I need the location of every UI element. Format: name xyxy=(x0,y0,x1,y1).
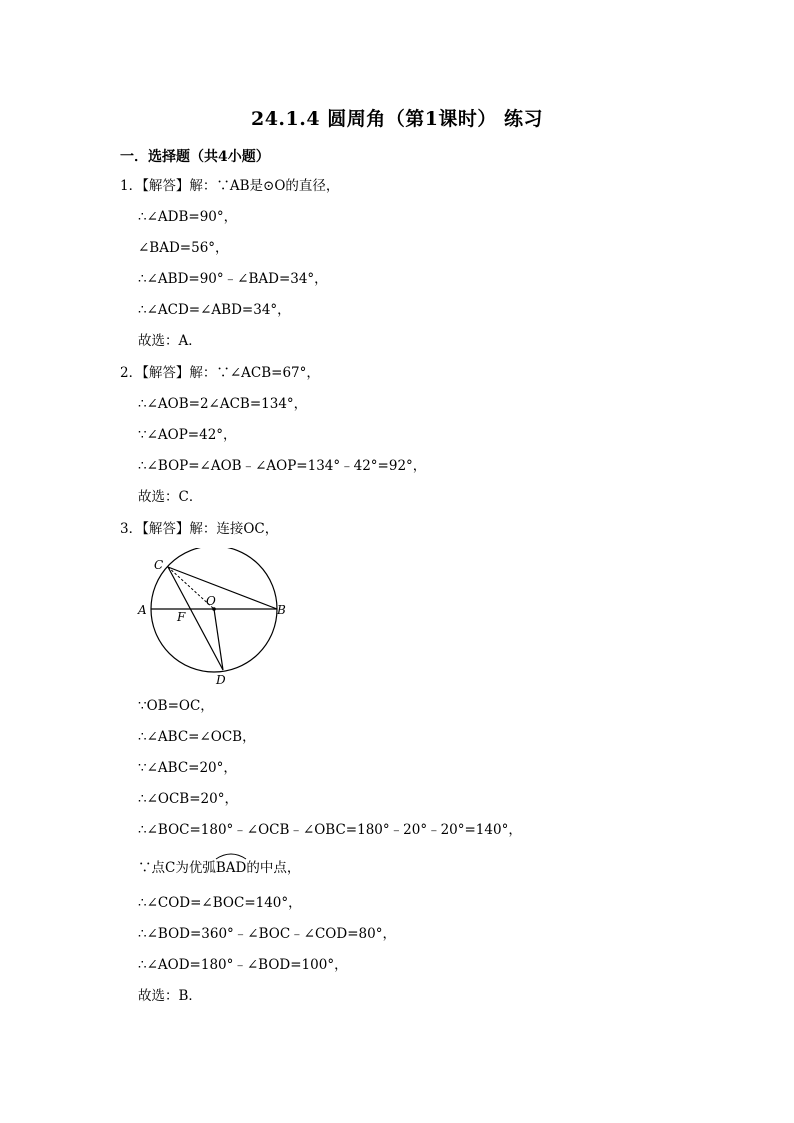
page-title: 24.1.4 圆周角（第1课时） 练习 xyxy=(250,108,544,130)
label-f: F xyxy=(177,610,186,624)
q1-line-4: ∴∠ABD=90°﹣∠BAD=34°， xyxy=(138,271,328,287)
q3-line-8: ∴∠BOD=360°﹣∠BOC﹣∠COD=80°， xyxy=(138,926,396,942)
q3-line-6: ∴∠BOC=180°﹣∠OCB﹣∠OBC=180°﹣20°﹣20°=140°， xyxy=(138,822,522,838)
q3-line-1: 3．【解答】解：连接OC， xyxy=(120,521,279,537)
q1-line-5: ∴∠ACD=∠ABD=34°， xyxy=(138,302,291,318)
q1-line-2: ∴∠ADB=90°， xyxy=(138,209,238,225)
label-d: D xyxy=(216,673,226,687)
q2-line-3: ∵∠AOP=42°， xyxy=(138,427,237,443)
q1-line-1: 1．【解答】解：∵AB是⊙O的直径， xyxy=(120,178,340,194)
q2-line-1: 2．【解答】解：∵∠ACB=67°， xyxy=(120,365,320,381)
q3-arc-line xyxy=(138,859,300,877)
q3-line-9: ∴∠AOD=180°﹣∠BOD=100°， xyxy=(138,957,348,973)
q3-line-7: ∴∠COD=∠BOC=140°， xyxy=(138,895,302,911)
q1-answer: 故选：A． xyxy=(138,333,202,349)
q3-line-2: ∵OB=OC， xyxy=(138,698,214,714)
q2-answer: 故选：C． xyxy=(138,489,203,505)
q3-line-3: ∴∠ABC=∠OCB， xyxy=(138,729,256,745)
label-a: A xyxy=(138,603,147,617)
arc-bad-label: BAD xyxy=(215,860,247,876)
section-heading: 一．选择题（共4小题） xyxy=(120,149,270,165)
q3-answer: 故选：B． xyxy=(138,988,202,1004)
circle-figure xyxy=(132,548,300,690)
q2-line-2: ∴∠AOB=2∠ACB=134°， xyxy=(138,396,308,412)
q3-arc-suffix: 的中点， xyxy=(246,860,301,876)
q3-line-5: ∴∠OCB=20°， xyxy=(138,791,238,807)
label-b: B xyxy=(277,603,286,617)
label-c: C xyxy=(154,558,164,572)
arc-mark-icon xyxy=(215,852,247,860)
arc-bad xyxy=(216,859,247,877)
q1-line-3: ∠BAD=56°， xyxy=(138,240,229,256)
q2-line-4: ∴∠BOP=∠AOB﹣∠AOP=134°﹣42°=92°， xyxy=(138,458,427,474)
q3-arc-prefix: ∵点C为优弧 xyxy=(138,860,216,876)
chord-cb xyxy=(168,567,277,609)
q3-line-4: ∵∠ABC=20°， xyxy=(138,760,237,776)
label-o: O xyxy=(206,594,216,608)
